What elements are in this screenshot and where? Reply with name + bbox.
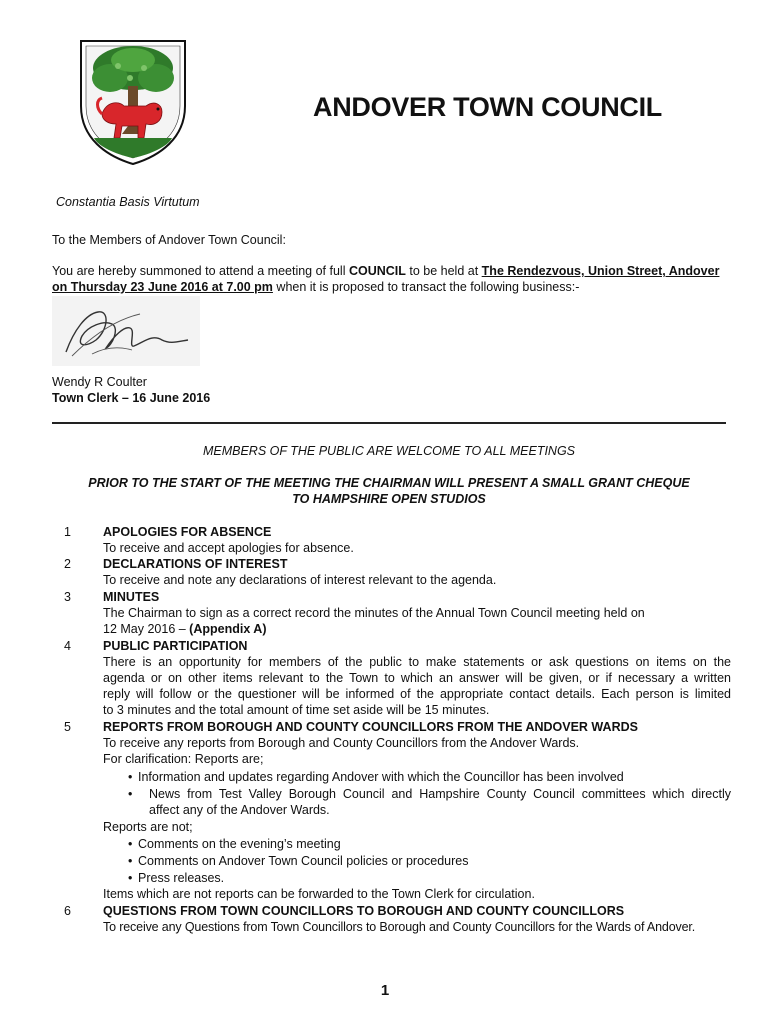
agenda-item-text: Reports are not; (103, 820, 193, 834)
public-welcome-notice: MEMBERS OF THE PUBLIC ARE WELCOME TO ALL MEETINGS (202, 444, 576, 458)
agenda-item-text: To receive any reports from Borough and County Councillors from the Andover Wards. (103, 736, 580, 750)
agenda-item-title: PUBLIC PARTICIPATION (103, 639, 248, 653)
agenda-item-title: MINUTES (103, 590, 160, 604)
bullet-list-item: Comments on Andover Town Council policies or procedures (138, 854, 469, 868)
bullet-list-item: Press releases. (138, 871, 225, 885)
summons-line-2: on Thursday 23 June 2016 at 7.00 pm when it is proposed to transact the following business:- (52, 280, 580, 294)
town-crest-emblem (78, 38, 188, 166)
agenda-item-text: To receive and note any declarations of interest relevant to the agenda. (103, 573, 497, 587)
signer-name: Wendy R Coulter (52, 375, 147, 389)
agenda-item-title: REPORTS FROM BOROUGH AND COUNTY COUNCILLORS FROM THE ANDOVER WARDS (103, 720, 638, 734)
page-number: 1 (380, 982, 390, 999)
agenda-item-title: QUESTIONS FROM TOWN COUNCILLORS TO BOROUGH AND COUNTY COUNCILLORS (103, 904, 625, 918)
bullet-list-item: Comments on the evening’s meeting (138, 837, 341, 851)
agenda-item-number: 5 (64, 720, 71, 734)
council-motto: Constantia Basis Virtutum (56, 195, 200, 209)
summons-line-1: You are hereby summoned to attend a meeting of full COUNCIL to be held at The Rendezvous, Union Street, Andover (52, 264, 720, 278)
bullet-icon: • (128, 837, 133, 851)
agenda-item-number: 6 (64, 904, 71, 918)
agenda-item-text: The Chairman to sign as a correct record the minutes of the Annual Town Council meeting held on (103, 606, 645, 620)
bullet-list-item: affect any of the Andover Wards. (149, 803, 330, 817)
agenda-item-text: To receive and accept apologies for absence. (103, 541, 354, 555)
agenda-item-text: There is an opportunity for members of the public to make statements or ask questions on items on the (103, 655, 731, 669)
clerk-signature (52, 296, 200, 366)
agenda-item-number: 1 (64, 525, 71, 539)
agenda-item-number: 3 (64, 590, 71, 604)
bullet-icon: • (128, 854, 133, 868)
bullet-list-item: Information and updates regarding Andover with which the Councillor has been involved (138, 770, 624, 784)
agenda-item-title: DECLARATIONS OF INTEREST (103, 557, 288, 571)
grant-notice-line-1: PRIOR TO THE START OF THE MEETING THE CHAIRMAN WILL PRESENT A SMALL GRANT CHEQUE (88, 476, 690, 490)
grant-notice-line-2: TO HAMPSHIRE OPEN STUDIOS (292, 492, 486, 506)
agenda-item-text: to 3 minutes and the total amount of time set aside will be 15 minutes. (103, 703, 490, 717)
agenda-item-number: 2 (64, 557, 71, 571)
divider-rule (52, 422, 726, 424)
bullet-list-item: News from Test Valley Borough Council and Hampshire County Council committees which directly (149, 787, 731, 801)
agenda-item-text: agenda or on other items relevant to the Town to which an answer will be given, or if necessary a written (103, 671, 731, 685)
bullet-icon: • (128, 871, 133, 885)
agenda-item-text: Items which are not reports can be forwarded to the Town Clerk for circulation. (103, 887, 535, 901)
salutation: To the Members of Andover Town Council: (52, 233, 286, 247)
bullet-icon: • (128, 787, 133, 801)
signer-role: Town Clerk – 16 June 2016 (52, 391, 211, 405)
agenda-item-text: To receive any Questions from Town Councillors to Borough and County Councillors for the Wards of Andover. (103, 920, 696, 934)
agenda-item-text: 12 May 2016 – (Appendix A) (103, 622, 267, 636)
agenda-item-text: For clarification: Reports are; (103, 752, 264, 766)
agenda-item-title: APOLOGIES FOR ABSENCE (103, 525, 272, 539)
council-title: ANDOVER TOWN COUNCIL (313, 92, 662, 122)
agenda-item-text: reply will follow or the questioner will be informed of the appropriate contact details. Each person is limited (103, 687, 731, 701)
bullet-icon: • (128, 770, 133, 784)
agenda-item-number: 4 (64, 639, 71, 653)
